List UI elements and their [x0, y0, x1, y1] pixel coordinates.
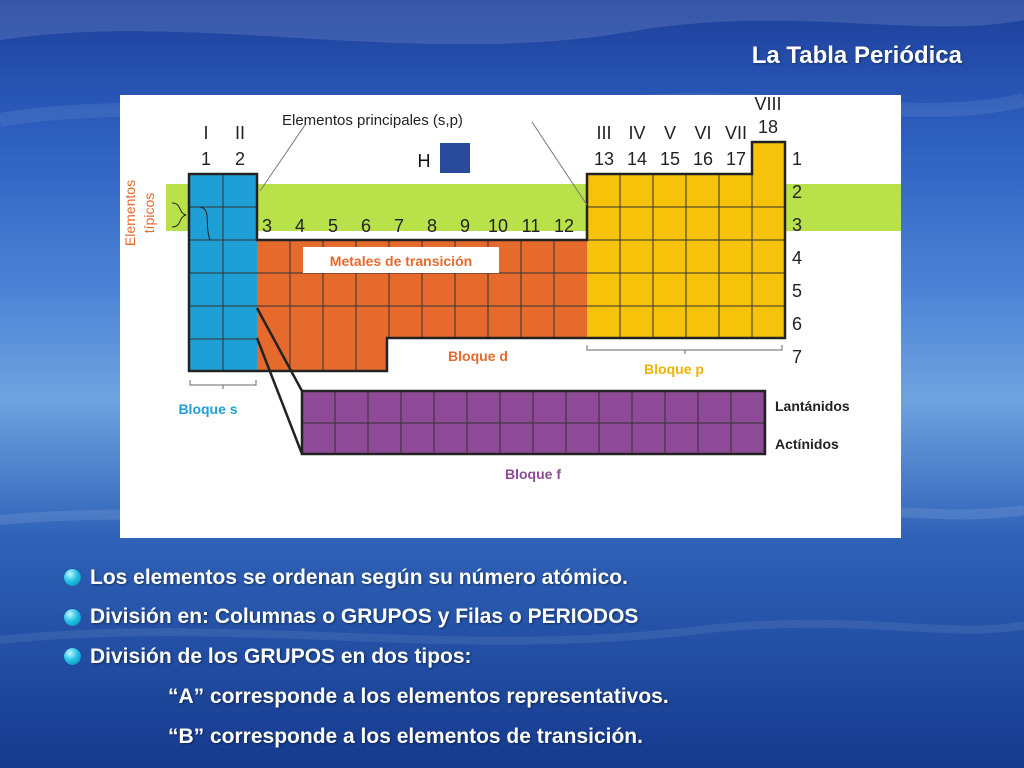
periodic-table-diagram	[120, 95, 901, 538]
period-label: 1	[792, 149, 803, 169]
bracket-s	[190, 380, 256, 389]
sub-item-b: “B” corresponde a los elementos de transición.	[168, 724, 643, 748]
group-label-d: 8	[426, 216, 438, 236]
bullet-item-1	[64, 558, 984, 598]
periodic-table-panel	[120, 95, 901, 538]
hydrogen-box	[440, 143, 470, 173]
period-label: 6	[792, 314, 803, 334]
group-label-d: 6	[360, 216, 372, 236]
bloque-f-label: Bloque f	[505, 466, 561, 482]
roman-label-s: II	[234, 123, 246, 143]
p-block	[587, 174, 752, 338]
group-label-d: 4	[294, 216, 306, 236]
period-labels	[792, 149, 802, 367]
roman-labels-s	[203, 123, 245, 143]
bullet-text-2: División en: Columnas o GRUPOS y Filas o PERIODOS	[90, 605, 639, 629]
group-label-d: 3	[261, 216, 273, 236]
bullet-dot-icon	[64, 609, 81, 626]
period-label: 4	[792, 248, 803, 268]
main-elements-label: Elementos principales (s,p)	[282, 112, 463, 129]
roman-label-p: VI	[694, 123, 712, 143]
hydrogen-symbol: H	[417, 151, 431, 171]
bullet-dot-icon	[64, 569, 81, 586]
roman-label-p: VII	[724, 123, 748, 143]
group-label-s: 1	[200, 149, 212, 169]
bloque-p-label: Bloque p	[644, 361, 704, 377]
roman-label-p: III	[596, 123, 612, 143]
roman-18: VIII	[754, 95, 782, 114]
period-label: 7	[792, 347, 803, 367]
bloque-s-label: Bloque s	[178, 401, 238, 417]
slide-title: La Tabla Periódica	[751, 42, 962, 69]
bloque-d-label: Bloque d	[448, 348, 508, 364]
group-label-p: 15	[659, 149, 681, 169]
group-label-p: 14	[626, 149, 648, 169]
group-label-d: 12	[553, 216, 575, 236]
bullet-item-2	[64, 598, 984, 638]
group-label-d: 5	[327, 216, 339, 236]
roman-label-p: V	[663, 123, 677, 143]
period-label: 3	[792, 215, 803, 235]
group-label-s: 2	[234, 149, 246, 169]
group-labels-s	[201, 149, 245, 169]
transition-label: Metales de transición	[329, 253, 473, 269]
typical-label-line2: típicos	[141, 192, 157, 234]
roman-label-s: I	[203, 123, 209, 143]
bracket-p	[587, 345, 782, 354]
bullet-dot-icon	[64, 648, 81, 665]
lantanidos-label: Lantánidos	[775, 398, 850, 414]
actinidos-label: Actínidos	[775, 436, 839, 452]
group-label-d: 10	[487, 216, 509, 236]
roman-labels-p	[596, 123, 747, 143]
group-label-d: 9	[459, 216, 471, 236]
group-label-d: 7	[393, 216, 405, 236]
roman-label-p: IV	[628, 123, 646, 143]
period-label: 2	[792, 182, 803, 202]
group-label-p: 17	[725, 149, 747, 169]
group-label-d: 11	[521, 216, 541, 236]
group-label-p: 16	[692, 149, 714, 169]
typical-label-line1: Elementos	[122, 179, 138, 247]
bullet-text-3: División de los GRUPOS en dos tipos:	[90, 644, 472, 668]
group-labels-p	[594, 149, 746, 169]
sub-item-a: “A” corresponde a los elementos representativos.	[168, 684, 669, 708]
period-label: 5	[792, 281, 803, 301]
group-label-p: 13	[593, 149, 615, 169]
group-18: 18	[757, 117, 779, 137]
bullet-text-1: Los elementos se ordenan según su número atómico.	[90, 565, 628, 589]
bullet-list	[64, 558, 984, 757]
bullet-item-3	[64, 637, 984, 677]
callout-line-left	[260, 125, 305, 191]
